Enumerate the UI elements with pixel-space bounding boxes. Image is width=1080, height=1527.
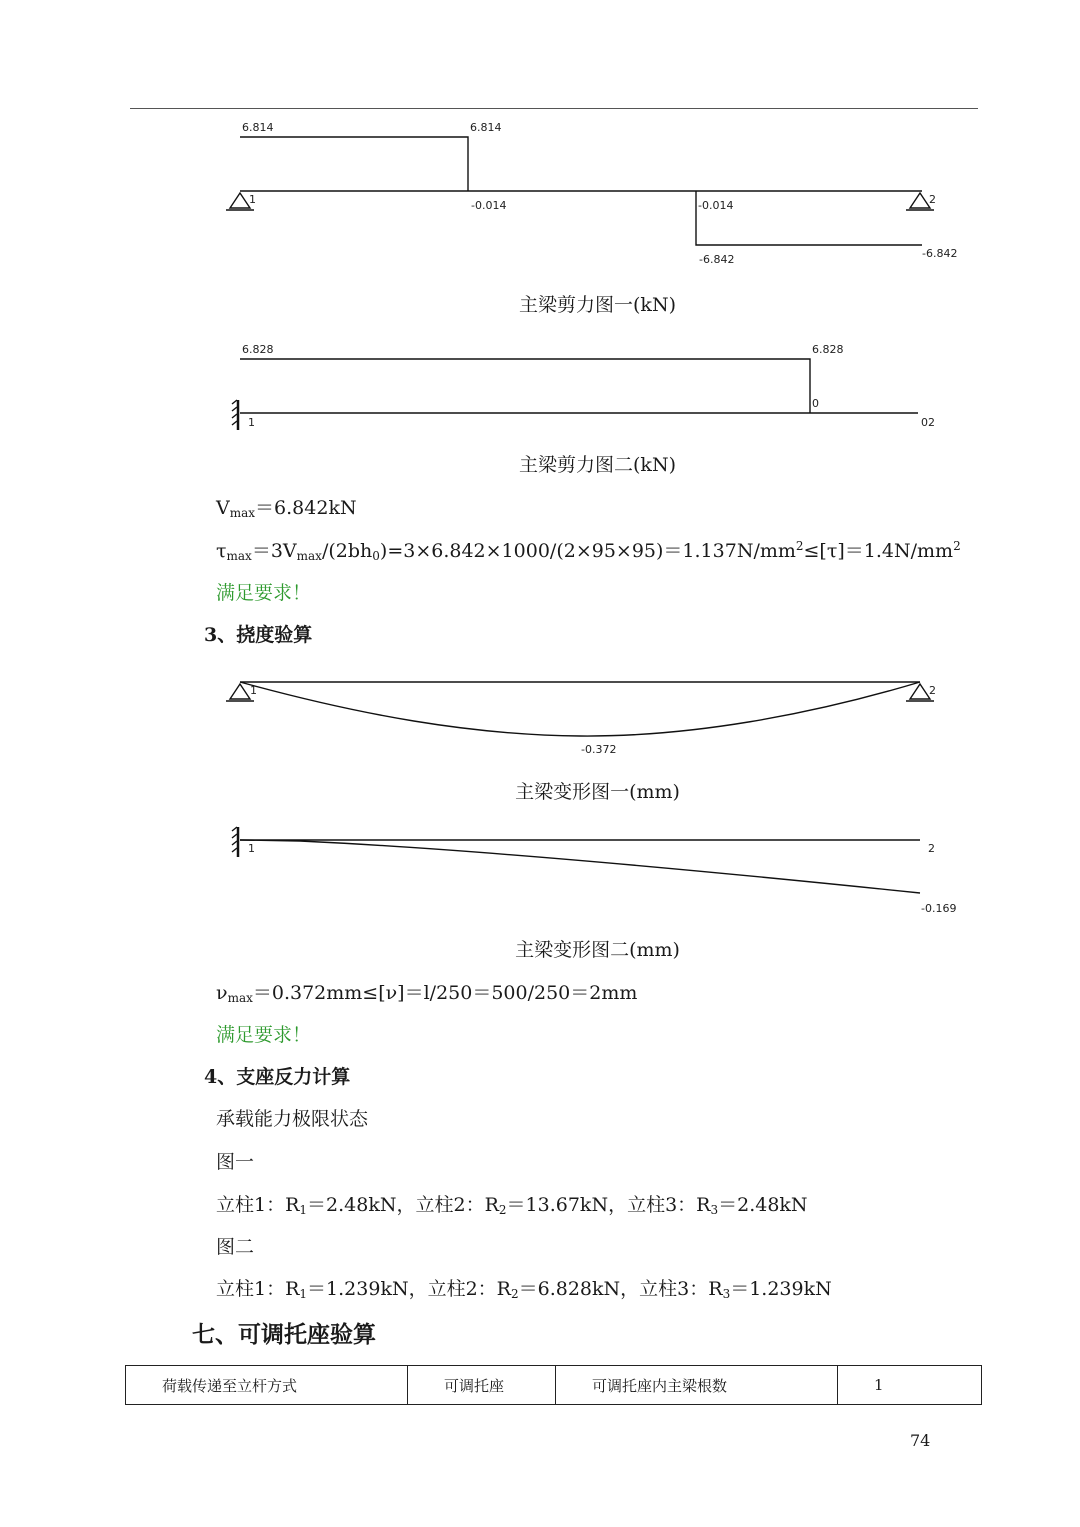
pin-support-2	[910, 684, 930, 699]
caption-shear-2: 主梁剪力图二(kN)	[519, 454, 676, 476]
deform2-label: -0.169	[921, 902, 957, 915]
caption-shear-1: 主梁剪力图一(kN)	[519, 294, 676, 316]
tau-line: $\tau_{max}=3V_{max}/(2bh_0)=3\times 6.842\times 1000/(2\times 95\times 95)=1.137N/mm^2\le[\tau]=1.4N/mm^2$	[216, 539, 961, 563]
caption-deform-2: 主梁变形图二(mm)	[515, 939, 680, 961]
vmax-line: $V_{max}=6.842kN$	[216, 497, 357, 520]
pin-support-1	[230, 193, 250, 208]
deform1-label: -0.372	[581, 743, 617, 756]
header-rule	[130, 108, 978, 109]
heading-deflection: 3、挠度验算	[204, 624, 313, 646]
figure-2-label: 图二	[216, 1236, 255, 1258]
node-number: 2	[929, 684, 936, 697]
nu-line: $\nu_{max}=0.372mm\le[\nu]=l/250=500/250=2mm$	[216, 982, 638, 1005]
shear1-label: -6.842	[922, 247, 958, 260]
node-number: 1	[248, 416, 255, 429]
limit-state-label: 承载能力极限状态	[216, 1108, 369, 1130]
node-number: 1	[248, 842, 255, 855]
shear1-label: 6.814	[470, 121, 502, 134]
shear2-label: 02	[921, 416, 935, 429]
shear1-label: 6.814	[242, 121, 274, 134]
check-ok-1: 满足要求！	[216, 582, 312, 604]
parameter-table	[125, 1365, 982, 1405]
heading-section-7: 七、可调托座验算	[192, 1321, 376, 1348]
page-number: 74	[910, 1431, 931, 1450]
shear1-label: -6.842	[699, 253, 735, 266]
shear-segment-positive	[240, 137, 468, 191]
node-number: 2	[929, 193, 936, 206]
table-cell: 可调托座	[408, 1366, 556, 1405]
heading-reaction: 4、支座反力计算	[204, 1066, 351, 1088]
node-number: 1	[250, 684, 257, 697]
reactions-fig2: 立柱1：$R_1=1.239kN$，立柱2：$R_2=6.828kN$，立柱3：$R_3=1.239kN$	[216, 1278, 832, 1301]
shear1-label: -0.014	[471, 199, 507, 212]
deformation-diagram-2	[0, 820, 1080, 920]
figure-1-label: 图一	[216, 1151, 255, 1173]
reactions-fig1: 立柱1：$R_1=2.48kN$，立柱2：$R_2=13.67kN$，立柱3：$R_3=2.48kN$	[216, 1194, 808, 1217]
node-number: 1	[249, 193, 256, 206]
node-number: 2	[928, 842, 935, 855]
table-cell: 荷载传递至立杆方式	[126, 1366, 408, 1405]
table-cell: 1	[838, 1366, 982, 1405]
deformation-diagram-1	[0, 670, 1080, 765]
check-ok-2: 满足要求！	[216, 1024, 312, 1046]
shear1-label: -0.014	[698, 199, 734, 212]
shear2-label: 6.828	[242, 343, 274, 356]
pin-support-1	[230, 684, 250, 699]
shear2-label: 6.828	[812, 343, 844, 356]
deflection-curve	[240, 840, 920, 893]
pin-support-2	[910, 193, 930, 208]
table-row	[126, 1366, 982, 1405]
shear-diagram-2	[0, 335, 1080, 435]
shear-segment	[240, 359, 810, 413]
deflection-curve	[240, 682, 920, 736]
table-cell: 可调托座内主梁根数	[556, 1366, 838, 1405]
shear-diagram-1	[0, 110, 1080, 275]
shear2-label: 0	[812, 397, 819, 410]
caption-deform-1: 主梁变形图一(mm)	[515, 781, 680, 803]
